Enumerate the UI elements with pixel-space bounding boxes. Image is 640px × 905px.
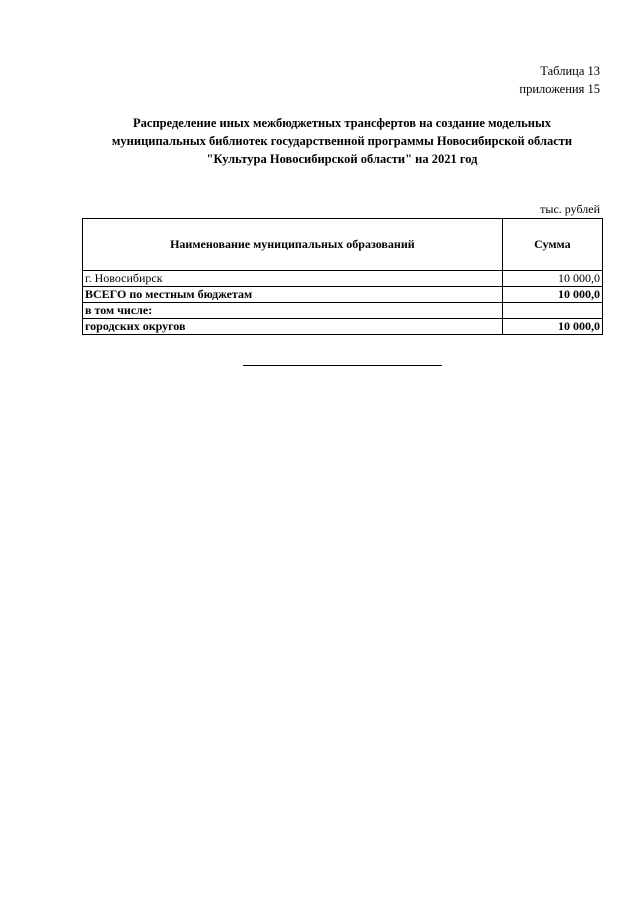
table-header-row — [83, 219, 603, 271]
table-row-total — [83, 287, 603, 303]
row-sum-cell: 10 000,0 — [502, 287, 602, 303]
table-number-label: Таблица 13 — [540, 64, 600, 78]
units-label: тыс. рублей — [540, 202, 600, 216]
column-header-sum: Сумма — [502, 219, 602, 271]
title-line-3: "Культура Новосибирской области" на 2021 год — [206, 152, 478, 166]
row-sum-cell: 10 000,0 — [502, 319, 602, 335]
row-sum-cell: 10 000,0 — [502, 271, 602, 287]
row-name-cell: городских округов — [83, 319, 503, 335]
title-line-2: муниципальных библиотек государственной программы Новосибирской области — [111, 134, 573, 148]
row-name-cell: г. Новосибирск — [83, 271, 503, 287]
row-sum-cell — [502, 303, 602, 319]
table-row-subheading — [83, 303, 603, 319]
transfers-table — [82, 218, 603, 335]
closing-divider-line — [243, 365, 442, 366]
column-header-name: Наименование муниципальных образований — [83, 219, 503, 271]
table-row — [83, 271, 603, 287]
row-name-cell: в том числе: — [83, 303, 503, 319]
document-header — [519, 62, 600, 98]
appendix-label: приложения 15 — [519, 82, 600, 96]
document-title — [82, 114, 602, 168]
table-row — [83, 319, 603, 335]
row-name-cell: ВСЕГО по местным бюджетам — [83, 287, 503, 303]
title-line-1: Распределение иных межбюджетных трансфертов на создание модельных — [133, 116, 551, 130]
